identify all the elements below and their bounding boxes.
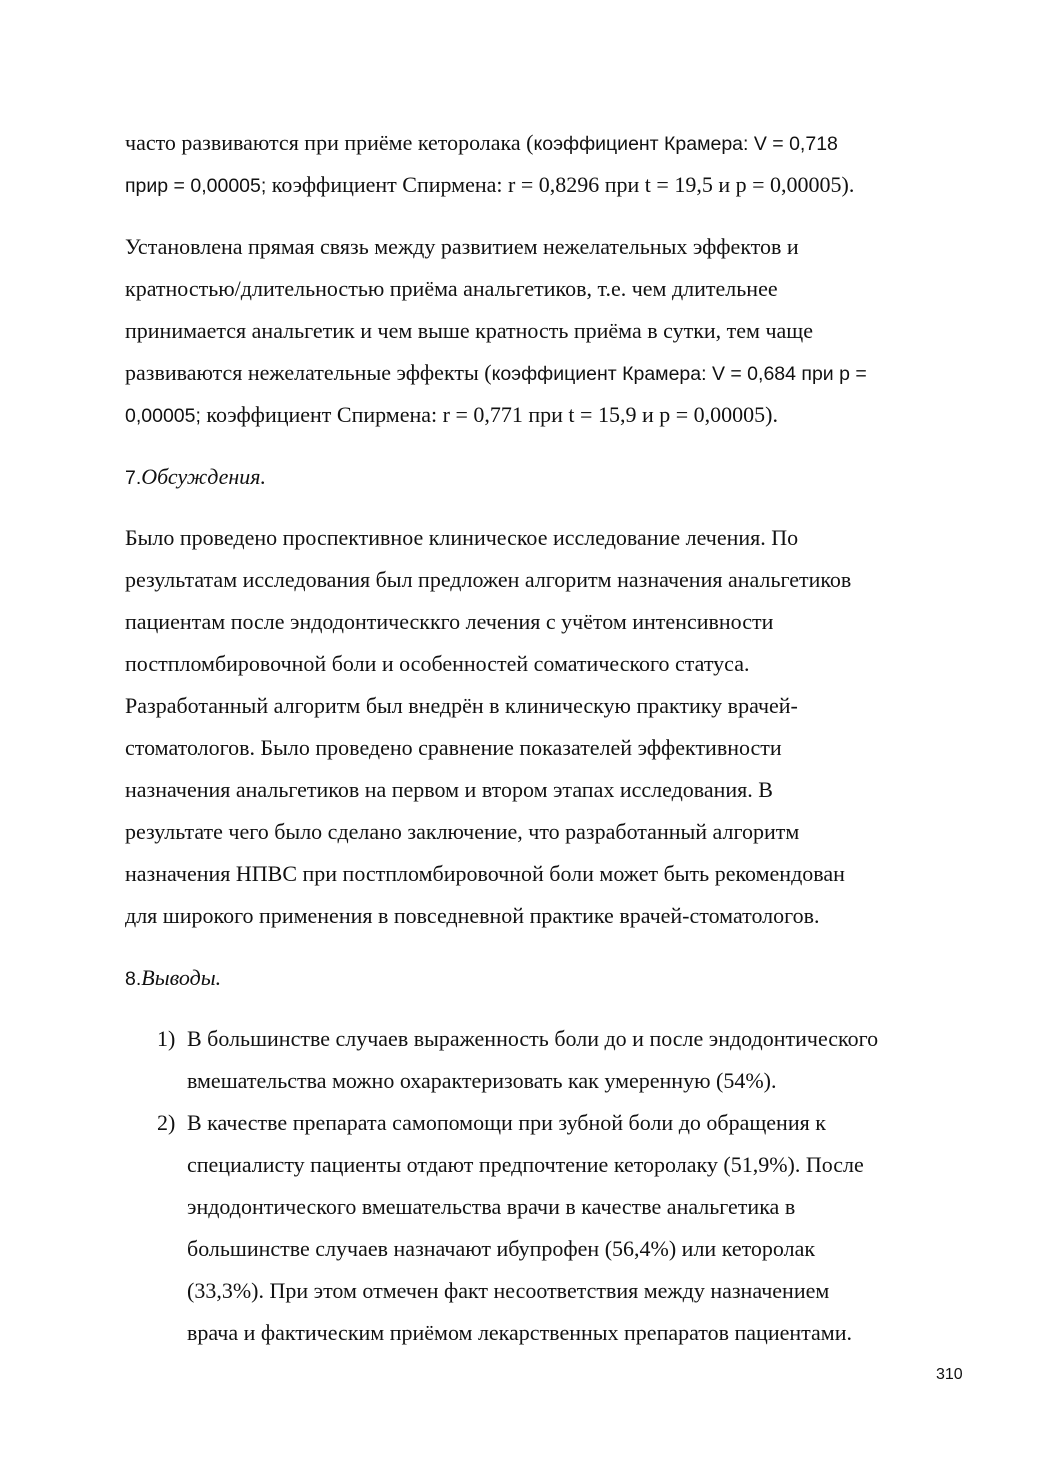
section-number: 8. [125, 968, 142, 990]
section-title: Обсуждения. [141, 464, 267, 489]
text-run-sans: 0,00005; [125, 405, 201, 427]
document-page [125, 122, 975, 1354]
list-item-number: 1) [157, 1026, 176, 1051]
text-run: часто развиваются при приёме кеторолака ( [125, 130, 534, 155]
page-number: 310 [936, 1366, 963, 1383]
text-line: специалисту пациенты отдают предпочтение кеторолаку (51,9%). После [187, 1152, 864, 1177]
section-heading-discussion [125, 456, 975, 499]
text-line: большинстве случаев назначают ибупрофен (56,4%) или кеторолак [187, 1236, 816, 1261]
text-line: принимается анальгетик и чем выше кратность приёма в сутки, тем чаще [125, 318, 813, 343]
text-run: коэффициент Спирмена: r = 0,8296 при t = 19,5 и p = 0,00005). [266, 172, 855, 197]
text-line: стоматологов. Было проведено сравнение показателей эффективности [125, 735, 782, 760]
text-line: вмешательства можно охарактеризовать как умеренную (54%). [187, 1068, 777, 1093]
text-line: назначения анальгетиков на первом и втором этапах исследования. В [125, 777, 773, 802]
section-title: Выводы. [141, 965, 222, 990]
text-line: Было проведено проспективное клиническое исследование лечения. По [125, 525, 799, 550]
text-line: пациентам после эндодонтическкго лечения с учётом интенсивности [125, 609, 774, 634]
text-line: Разработанный алгоритм был внедрён в клиническую практику врачей- [125, 693, 798, 718]
text-line: В большинстве случаев выраженность боли до и после эндодонтического [187, 1026, 879, 1051]
text-run-sans: коэффициент Крамера: V = 0,684 при p = [491, 363, 867, 385]
conclusions-list [157, 1018, 975, 1354]
text-line: результате чего было сделано заключение, что разработанный алгоритм [125, 819, 800, 844]
text-line: Установлена прямая связь между развитием нежелательных эффектов и [125, 234, 799, 259]
section-heading-conclusions [125, 957, 975, 1000]
text-line: В качестве препарата самопомощи при зубной боли до обращения к [187, 1110, 826, 1135]
paragraph-ketorolac-stats [125, 122, 975, 206]
text-line: для широкого применения в повседневной практике врачей-стоматологов. [125, 903, 820, 928]
text-line [125, 122, 975, 164]
paragraph-direct-relationship [125, 226, 975, 436]
text-line: кратностью/длительностью приёма анальгетиков, т.е. чем длительнее [125, 276, 778, 301]
text-line: врача и фактическим приёмом лекарственных препаратов пациентами. [187, 1320, 852, 1345]
list-item [157, 1018, 975, 1102]
list-item [157, 1102, 975, 1354]
text-line: результатам исследования был предложен алгоритм назначения анальгетиков [125, 567, 852, 592]
text-line: постпломбировочной боли и особенностей соматического статуса. [125, 651, 750, 676]
text-line: назначения НПВС при постпломбировочной боли может быть рекомендован [125, 861, 845, 886]
text-line [125, 394, 975, 436]
text-line: (33,3%). При этом отмечен факт несоответствия между назначением [187, 1278, 830, 1303]
text-line [125, 352, 975, 394]
text-line: эндодонтического вмешательства врачи в качестве анальгетика в [187, 1194, 796, 1219]
text-run-sans: прир = 0,00005; [125, 175, 267, 197]
text-line [125, 164, 975, 206]
paragraph-discussion [125, 517, 975, 937]
text-run: развиваются нежелательные эффекты ( [125, 360, 492, 385]
text-run: коэффициент Спирмена: r = 0,771 при t = 15,9 и p = 0,00005). [200, 402, 778, 427]
section-number: 7. [125, 467, 142, 489]
text-run-sans: коэффициент Крамера: V = 0,718 [533, 133, 838, 155]
list-item-number: 2) [157, 1110, 176, 1135]
